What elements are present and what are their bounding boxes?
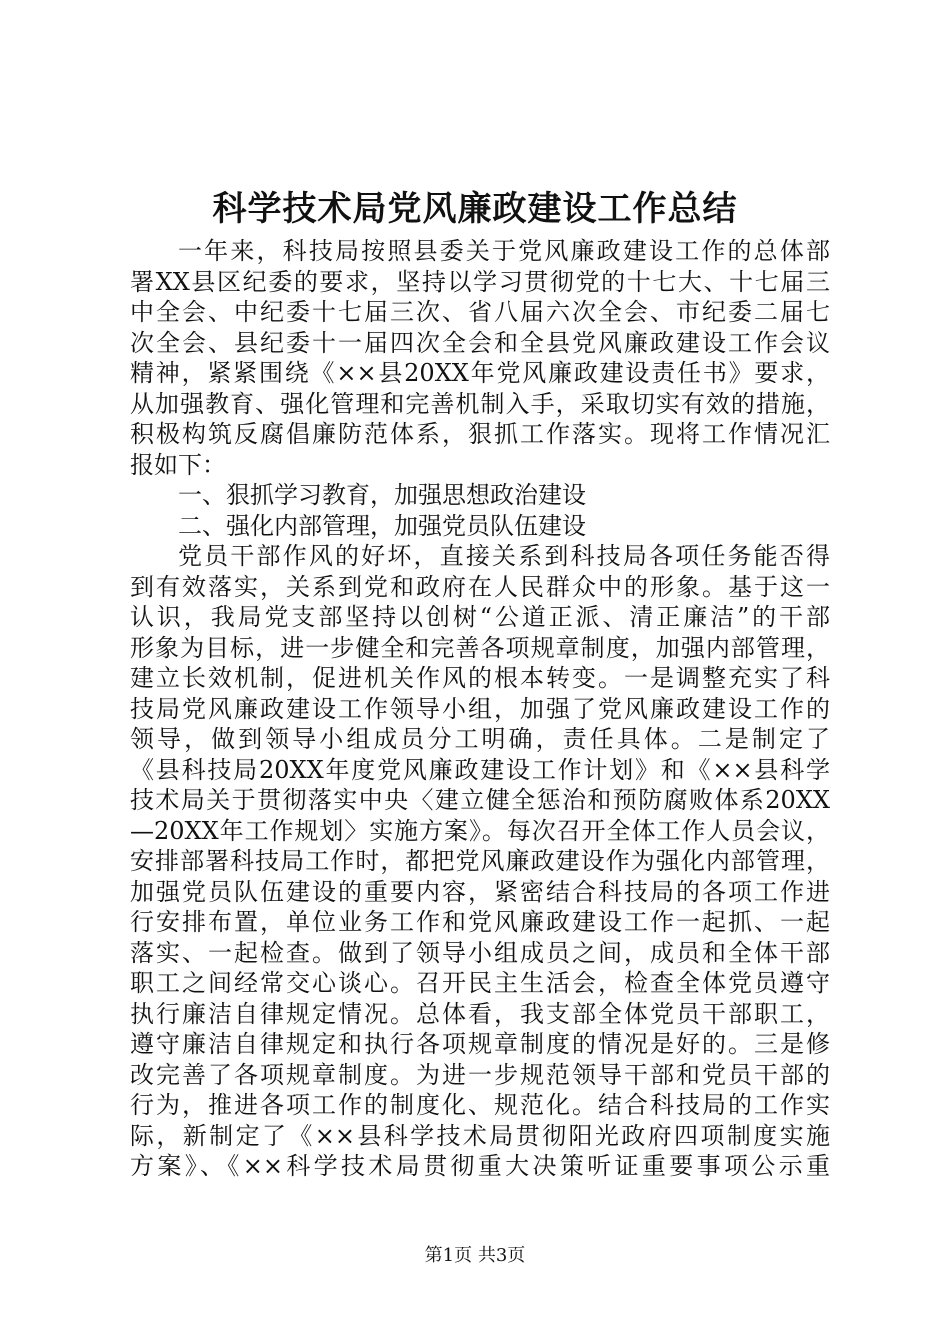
document-title: 科学技术局党风廉政建设工作总结	[212, 189, 738, 229]
paragraph-line: 职工之间经常交心谈心。召开民主生活会，检查全体党员遵守	[130, 969, 830, 997]
paragraph-line: 积极构筑反腐倡廉防范体系，狠抓工作落实。现将工作情况汇	[130, 420, 830, 448]
paragraph-line: —20XX年工作规划〉实施方案》。每次召开全体工作人员会议，	[130, 816, 830, 845]
paragraph-line: 际，新制定了《××县科学技术局贯彻阳光政府四项制度实施	[130, 1121, 830, 1150]
paragraph-line: 从加强教育、强化管理和完善机制入手，采取切实有效的措施，	[130, 389, 830, 418]
paragraph-line: 遵守廉洁自律规定和执行各项规章制度的情况是好的。三是修	[130, 1030, 830, 1058]
paragraph-line: 中全会、中纪委十七届三次、省八届六次全会、市纪委二届七	[130, 298, 830, 326]
paragraph-line: 建立长效机制，促进机关作风的根本转变。一是调整充实了科	[130, 664, 830, 692]
paragraph-line: 方案》、《××科学技术局贯彻重大决策听证重要事项公示重	[130, 1152, 830, 1180]
paragraph-line: 一年来，科技局按照县委关于党风廉政建设工作的总体部	[178, 237, 830, 265]
paragraph-line: 形象为目标，进一步健全和完善各项规章制度，加强内部管理，	[130, 633, 830, 662]
paragraph-line: 落实、一起检查。做到了领导小组成员之间，成员和全体干部	[130, 938, 830, 967]
paragraph-line: 到有效落实，关系到党和政府在人民群众中的形象。基于这一	[130, 572, 830, 601]
paragraph-line: 次全会、县纪委十一届四次全会和全县党风廉政建设工作会议	[130, 328, 830, 357]
paragraph-line: 改完善了各项规章制度。为进一步规范领导干部和党员干部的	[130, 1060, 830, 1089]
paragraph-line: 署XX县区纪委的要求，坚持以学习贯彻党的十七大、十七届三	[130, 267, 830, 296]
paragraph-line: 行为，推进各项工作的制度化、规范化。结合科技局的工作实	[130, 1091, 830, 1119]
paragraph-line: 认识，我局党支部坚持以创树“公道正派、清正廉洁”的干部	[130, 603, 830, 631]
paragraph-line: 加强党员队伍建设的重要内容，紧密结合科技局的各项工作进	[130, 877, 830, 906]
paragraph-line: 行安排布置，单位业务工作和党风廉政建设工作一起抓、一起	[130, 908, 830, 936]
document-body	[130, 236, 830, 1182]
paragraph-line: 领导，做到领导小组成员分工明确，责任具体。二是制定了	[130, 725, 830, 753]
paragraph-line: 执行廉洁自律规定情况。总体看，我支部全体党员干部职工，	[130, 999, 830, 1028]
paragraph-line: 《县科技局20XX年度党风廉政建设工作计划》和《××县科学	[130, 755, 830, 784]
section-heading: 一、狠抓学习教育，加强思想政治建设	[178, 481, 586, 509]
paragraph-line: 精神，紧紧围绕《××县20XX年党风廉政建设责任书》要求，	[130, 359, 830, 387]
paragraph-line: 党员干部作风的好坏，直接关系到科技局各项任务能否得	[178, 542, 830, 570]
paragraph-line: 技术局关于贯彻落实中央〈建立健全惩治和预防腐败体系20XX	[130, 786, 830, 814]
page-number-footer: 第1页 共3页	[424, 1245, 526, 1266]
paragraph-line: 安排部署科技局工作时，都把党风廉政建设作为强化内部管理，	[130, 847, 830, 875]
paragraph-line: 报如下：	[130, 450, 226, 479]
paragraph-line: 技局党风廉政建设工作领导小组，加强了党风廉政建设工作的	[130, 694, 830, 723]
section-heading: 二、强化内部管理，加强党员队伍建设	[178, 511, 586, 540]
